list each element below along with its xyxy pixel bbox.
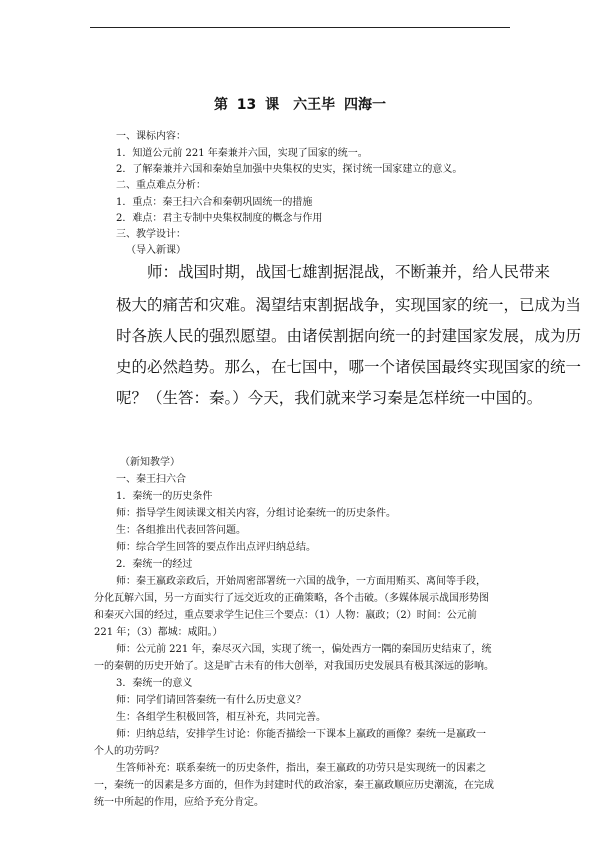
lesson-line: 个人的功劳吗？ bbox=[94, 746, 164, 757]
intro-line: 时各族人民的强烈愿望。由诸侯割据向统一的封建国家发展，成为历 bbox=[116, 327, 582, 345]
lesson-line: 3．秦统一的意义 bbox=[116, 678, 193, 689]
lesson-line: 师：公元前 221 年，秦尽灭六国，实现了统一，偏处西方一隅的秦国历史结束了，统 bbox=[116, 644, 492, 655]
intro-line: 史的必然趋势。那么，在七国中，哪一个诸侯国最终实现国家的统一 bbox=[116, 358, 582, 376]
lesson-line: 和秦灭六国的经过，重点要求学生记住三个要点：（1）人物：嬴政；（2）时间：公元前 bbox=[94, 610, 477, 621]
outline-line: 一、课标内容： bbox=[116, 131, 186, 142]
lesson-line: 师：秦王嬴政亲政后，开始周密部署统一六国的战争，一方面用贿买、离间等手段， bbox=[116, 576, 486, 587]
lesson-title: 第 13 课 六王毕 四海一 bbox=[213, 97, 387, 113]
lesson-line: 2．秦统一的经过 bbox=[116, 559, 193, 570]
outline-line: 1．知道公元前 221 年秦兼并六国，实现了国家的统一。 bbox=[116, 148, 368, 159]
header-rule bbox=[90, 27, 510, 28]
lesson-line: 生：各组推出代表回答问题。 bbox=[116, 525, 246, 536]
lesson-line: 师：指导学生阅读课文相关内容，分组讨论秦统一的历史条件。 bbox=[116, 508, 396, 519]
outline-line: 三、教学设计： bbox=[116, 229, 186, 240]
lesson-line: 1．秦统一的历史条件 bbox=[116, 491, 213, 502]
outline-line: 2．难点：君主专制中央集权制度的概念与作用 bbox=[116, 213, 323, 224]
outline-line: 二、重点难点分析： bbox=[116, 180, 206, 191]
intro-line: 呢？（生答：秦。）今天，我们就来学习秦是怎样统一中国的。 bbox=[116, 389, 543, 407]
lesson-line: 生：各组学生积极回答，相互补充，共同完善。 bbox=[116, 712, 326, 723]
lesson-line: 221 年；（3）都城：咸阳。） bbox=[94, 627, 223, 638]
lesson-line: （新知教学） bbox=[120, 457, 180, 468]
lesson-line: 分化瓦解六国，另一方面实行了远交近攻的正确策略，各个击破。（多媒体展示战国形势图 bbox=[94, 593, 489, 604]
lesson-line: 一、秦王扫六合 bbox=[116, 474, 186, 485]
lesson-line: 生答师补充：联系秦统一的历史条件，指出，秦王嬴政的功劳只是实现统一的因素之 bbox=[116, 763, 486, 774]
lesson-line: 师：归纳总结，安排学生讨论：你能否描绘一下课本上嬴政的画像？秦统一是嬴政一 bbox=[116, 729, 486, 740]
intro-line: 师：战国时期，战国七雄割据混战，不断兼并，给人民带来 bbox=[147, 263, 551, 281]
intro-line: 极大的痛苦和灾难。渴望结束割据战争，实现国家的统一，已成为当 bbox=[116, 296, 582, 314]
lesson-line: 师：综合学生回答的要点作出点评归纳总结。 bbox=[116, 542, 316, 553]
lesson-line: 统一中所起的作用，应给予充分肯定。 bbox=[94, 797, 264, 808]
outline-line: （导入新课） bbox=[126, 245, 186, 256]
lesson-line: 一的秦朝的历史开始了。这是旷古未有的伟大创举，对我国历史发展具有极其深远的影响。 bbox=[94, 661, 494, 672]
lesson-line: 师：同学们请回答秦统一有什么历史意义？ bbox=[116, 695, 306, 706]
outline-line: 1．重点：秦王扫六合和秦朝巩固统一的措施 bbox=[116, 197, 313, 208]
lesson-line: 一，秦统一的因素是多方面的，但作为封建时代的政治家，秦王嬴政顺应历史潮流，在完成 bbox=[94, 780, 494, 791]
outline-line: 2．了解秦兼并六国和秦始皇加强中央集权的史实，探讨统一国家建立的意义。 bbox=[116, 164, 463, 175]
